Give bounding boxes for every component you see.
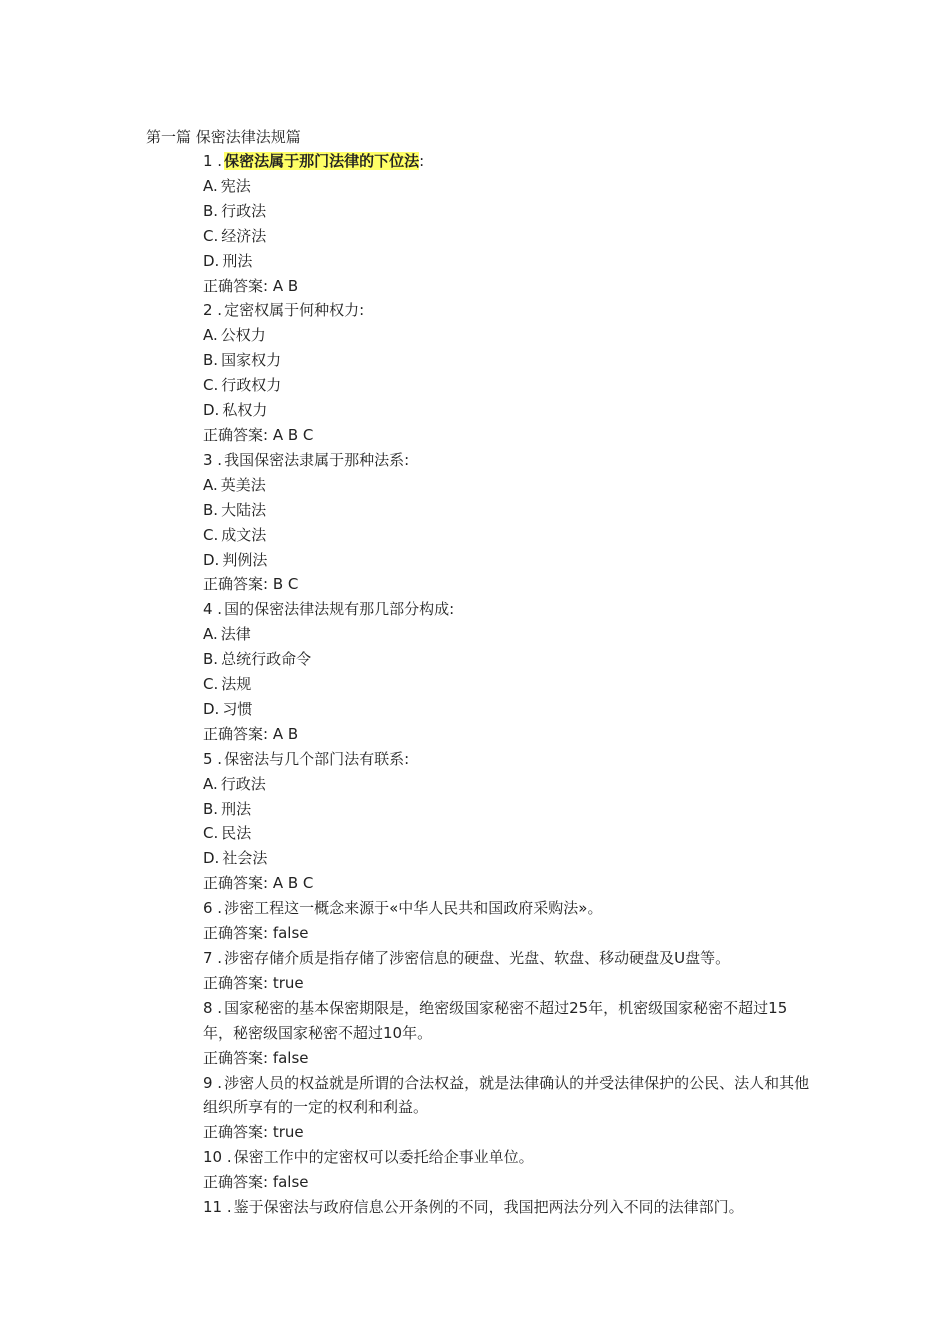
question-text: [203, 149, 815, 174]
option-letter: A.: [203, 176, 218, 195]
option-letter: C.: [203, 226, 219, 245]
option-letter: C.: [203, 824, 219, 843]
option-letter: D.: [203, 699, 220, 718]
option-text: 刑法: [222, 251, 253, 270]
answer-option: [203, 672, 815, 697]
answer-option: [203, 647, 815, 672]
answer-option: [203, 797, 815, 822]
correct-answer-label: 正确答案:: [203, 1123, 273, 1142]
correct-answer-label: 正确答案:: [203, 924, 273, 943]
correct-answer-value: true: [272, 1123, 304, 1142]
answer-option: [203, 772, 815, 797]
question-stem: 保密工作中的定密权可以委托给企事业单位。: [233, 1148, 534, 1167]
option-letter: A.: [203, 326, 218, 345]
question-suffix: :: [449, 600, 455, 619]
option-letter: B.: [203, 799, 219, 818]
option-text: 国家权力: [221, 351, 282, 370]
correct-answer: [203, 871, 815, 896]
question-number: 1 .: [203, 152, 223, 170]
option-text: 成文法: [221, 525, 267, 544]
question-stem: 定密权属于何种权力: [224, 301, 360, 320]
correct-answer-label: 正确答案:: [203, 575, 273, 594]
question-list: [203, 149, 815, 1220]
option-letter: B.: [203, 650, 219, 669]
question-stem: 保密法属于那门法律的下位法: [224, 152, 420, 170]
correct-answer-value: true: [272, 973, 304, 992]
answer-option: [203, 697, 815, 722]
option-letter: D.: [203, 849, 220, 868]
question-number: 6 .: [203, 899, 223, 918]
answer-option: [203, 224, 815, 249]
option-text: 判例法: [222, 550, 268, 569]
answer-option: [203, 846, 815, 871]
correct-answer-value: false: [272, 1173, 309, 1192]
answer-option: [203, 174, 815, 199]
correct-answer-label: 正确答案:: [203, 724, 273, 743]
answer-option: [203, 548, 815, 573]
question-stem: 涉密存储介质是指存储了涉密信息的硬盘、光盘、软盘、移动硬盘及U盘等。: [224, 949, 731, 967]
question-suffix: :: [359, 301, 365, 320]
correct-answer-value: A B C: [272, 425, 314, 444]
option-text: 总统行政命令: [221, 650, 312, 669]
question-text: [203, 298, 815, 323]
answer-option: [203, 473, 815, 498]
correct-answer: [203, 423, 815, 448]
correct-answer-value: false: [272, 1048, 309, 1067]
question-text: [203, 1195, 815, 1220]
correct-answer: [203, 921, 815, 946]
question-text: [203, 1071, 815, 1121]
question-suffix: :: [404, 749, 410, 768]
correct-answer: [203, 1046, 815, 1071]
answer-option: [203, 622, 815, 647]
option-letter: B.: [203, 201, 219, 220]
correct-answer-value: A B: [272, 276, 299, 295]
option-letter: A.: [203, 774, 218, 793]
correct-answer-label: 正确答案:: [203, 1048, 273, 1067]
question-text: [203, 597, 815, 622]
correct-answer: [203, 1170, 815, 1195]
question-suffix: :: [404, 450, 410, 469]
option-letter: C.: [203, 675, 219, 694]
option-text: 习惯: [222, 699, 253, 718]
option-text: 英美法: [220, 475, 266, 494]
option-text: 社会法: [222, 849, 268, 868]
question-number: 7 .: [203, 949, 223, 967]
option-text: 经济法: [221, 226, 267, 245]
question-text: [203, 946, 815, 971]
option-text: 行政法: [221, 201, 267, 220]
option-text: 法律: [220, 625, 251, 644]
answer-option: [203, 249, 815, 274]
question-stem: 国的保密法律法规有那几部分构成: [224, 600, 450, 619]
question-stem: 涉密工程这一概念来源于«中华人民共和国政府采购法»。: [224, 899, 603, 918]
correct-answer-label: 正确答案:: [203, 874, 273, 893]
question-text: [203, 747, 815, 772]
answer-option: [203, 373, 815, 398]
answer-option: [203, 348, 815, 373]
correct-answer-label: 正确答案:: [203, 276, 273, 295]
question-number: 5 .: [203, 749, 223, 768]
option-letter: B.: [203, 351, 219, 370]
correct-answer-value: A B C: [272, 874, 314, 893]
correct-answer: [203, 572, 815, 597]
correct-answer-label: 正确答案:: [203, 425, 273, 444]
answer-option: [203, 498, 815, 523]
option-text: 民法: [221, 824, 252, 843]
answer-option: [203, 523, 815, 548]
question-number: 8 .: [203, 998, 223, 1017]
answer-option: [203, 323, 815, 348]
option-text: 法规: [221, 675, 252, 694]
question-number: 10 .: [203, 1148, 232, 1167]
question-number: 9 .: [203, 1073, 223, 1092]
question-stem: 保密法与几个部门法有联系: [224, 749, 405, 768]
option-letter: A.: [203, 625, 218, 644]
question-number: 2 .: [203, 301, 223, 320]
answer-option: [203, 398, 815, 423]
correct-answer: [203, 722, 815, 747]
option-letter: D.: [203, 251, 220, 270]
option-text: 行政法: [220, 774, 266, 793]
question-text: [203, 996, 815, 1046]
option-letter: A.: [203, 475, 218, 494]
question-number: 11 .: [203, 1198, 232, 1217]
question-text: [203, 896, 815, 921]
option-text: 私权力: [222, 401, 268, 420]
correct-answer-value: B C: [272, 575, 299, 594]
correct-answer-value: false: [272, 924, 309, 943]
correct-answer: [203, 1120, 815, 1145]
option-letter: D.: [203, 401, 220, 420]
option-letter: C.: [203, 376, 219, 395]
question-number: 4 .: [203, 600, 223, 619]
question-number: 3 .: [203, 450, 223, 469]
question-suffix: :: [419, 152, 425, 170]
answer-option: [203, 821, 815, 846]
correct-answer-label: 正确答案:: [203, 1173, 273, 1192]
option-text: 宪法: [220, 176, 251, 195]
option-text: 刑法: [221, 799, 252, 818]
correct-answer-value: A B: [272, 724, 299, 743]
option-letter: C.: [203, 525, 219, 544]
correct-answer-label: 正确答案:: [203, 973, 273, 992]
question-stem: 国家秘密的基本保密期限是，绝密级国家秘密不超过25年，机密级国家秘密不超过15年，秘密级国家秘密不超过10年。: [203, 998, 788, 1042]
correct-answer: [203, 274, 815, 299]
option-text: 大陆法: [221, 500, 267, 519]
question-stem: 鉴于保密法与政府信息公开条例的不同，我国把两法分列入不同的法律部门。: [233, 1198, 744, 1217]
question-stem: 我国保密法隶属于那种法系: [224, 450, 405, 469]
question-text: [203, 448, 815, 473]
question-text: [203, 1145, 815, 1170]
option-text: 行政权力: [221, 376, 282, 395]
question-stem: 涉密人员的权益就是所谓的合法权益，就是法律确认的并受法律保护的公民、法人和其他组织所享有的一定的权利和利益。: [203, 1073, 810, 1117]
option-text: 公权力: [220, 326, 266, 345]
correct-answer: [203, 971, 815, 996]
option-letter: B.: [203, 500, 219, 519]
section-title: 第一篇 保密法律法规篇: [146, 128, 301, 146]
answer-option: [203, 199, 815, 224]
option-letter: D.: [203, 550, 220, 569]
